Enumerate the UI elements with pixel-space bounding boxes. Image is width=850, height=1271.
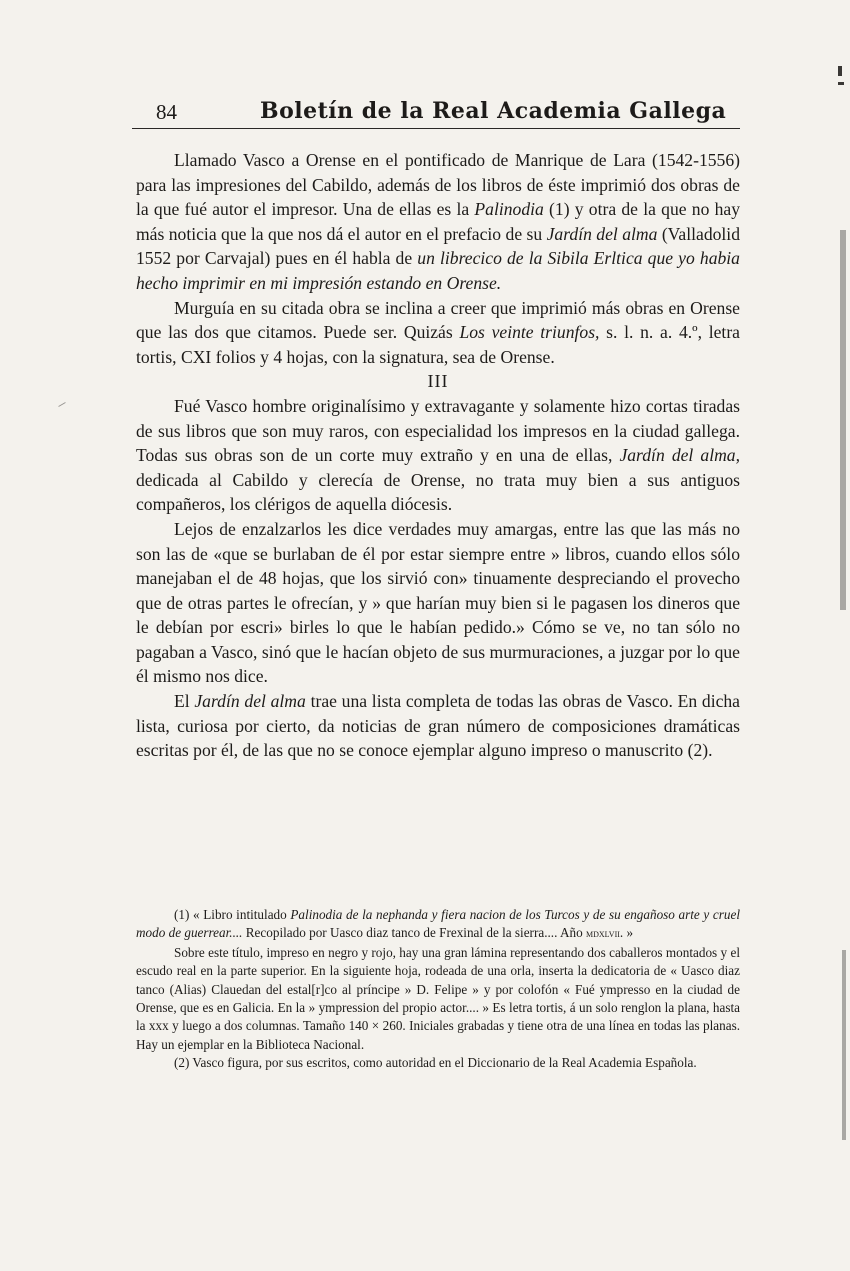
paragraph-1: Llamado Vasco a Orense en el pontificado de Manrique de Lara (1542-1556) para las impresiones del Cabildo, además de los libros de éste imprimió dos obras de la que fué autor el impresor. Una de ellas es la Palinodia (1) y otra de la que no hay más noticia que la que nos dá el autor en el prefacio de su Jardín del alma (Valladolid 1552 por Carvajal) pues en él habla de un librecico de la Sibila Erltica que yo habia hecho imprimir en mi impresión estando en Orense.: [136, 150, 740, 293]
paragraph-2: Murguía en su citada obra se inclina a creer que imprimió más obras en Orense que las dos que citamos. Puede ser. Quizás Los veinte triunfos, s. l. n. a. 4.º, letra tortis, CXI folios y 4 hojas, con la signatura, sea de Orense.: [136, 297, 740, 367]
footnote-1-continuation: Sobre este título, impreso en negro y rojo, hay una gran lámina representando dos caballeros montados y el escudo real en la parte superior. En la siguiente hoja, rodeada de una orla, inserta la dedicatoria de « Uasco diaz tanco (Alias) Clauedan del estal[r]co al príncipe » D. Felipe » y por colofón « Fué ympresso en la ciudad de Orense, que es en Galicia. En la » ympression del propio actor.... » Es letra tortis, á un solo renglon la plana, hasta la xxx y luego a dos columnas. Tamaño 140 × 260. Iniciales grabadas y tiene otra de una línea en todas las planas. Hay un ejemplar en la Biblioteca Nacional.: [136, 944, 740, 1052]
footnotes: [136, 906, 740, 1073]
footnote-2: (2) Vasco figura, por sus escritos, como autoridad en el Diccionario de la Real Academia Española.: [174, 1055, 697, 1071]
scan-speck: [58, 402, 65, 407]
paragraph-3: Fué Vasco hombre originalísimo y extravagante y solamente hizo cortas tiradas de sus libros que son muy raros, con especialidad los impresos en la ciudad gallega. Todas sus obras son de un corte muy extraño y en una de ellas, Jardín del alma, dedicada al Cabildo y clerecía de Orense, no trata muy bien a sus antiguos compañeros, los clérigos de aquella diócesis.: [136, 395, 740, 515]
footnote-1: (1) « Libro intitulado Palinodia de la nephanda y fiera nacion de los Turcos y de su engañoso arte y cruel modo de guerrear.... Recopilado por Uasco diaz tanco de Frexinal de la sierra.... Año mdxlvii. »: [136, 907, 740, 941]
page-number: 84: [156, 100, 177, 124]
journal-title: Boletín de la Real Academia Gallega: [260, 98, 727, 124]
scan-speck: [838, 66, 842, 76]
running-head: [132, 98, 740, 129]
scan-speck: [838, 82, 844, 85]
scan-edge-shadow: [840, 230, 846, 610]
section-heading: III: [427, 371, 449, 392]
paragraph-4: Lejos de enzalzarlos les dice verdades muy amargas, entre las que las más no son las de «que se burlaban de él por estar siempre entre » libros, cuando ellos sólo manejaban el de 48 hojas, que los sirvió con» tinuamente despreciando el provecho que de otras partes le ofrecían, y » que harían muy bien si le pagasen los dineros que le debían por escri» birles lo que le habían pedido.» Cómo se ve, no tan sólo no pagaban a Vasco, sinó que le hacían objeto de sus murmuraciones, a juzgar por lo que él mismo nos dice.: [136, 518, 740, 687]
body-text: [136, 148, 740, 763]
scan-edge-shadow-lower: [842, 950, 846, 1140]
paragraph-5: El Jardín del alma trae una lista completa de todas las obras de Vasco. En dicha lista, curiosa por cierto, da noticias de gran número de composiciones dramáticas escritas por él, de las que no se conoce ejemplar alguno impreso o manuscrito (2).: [136, 691, 740, 761]
